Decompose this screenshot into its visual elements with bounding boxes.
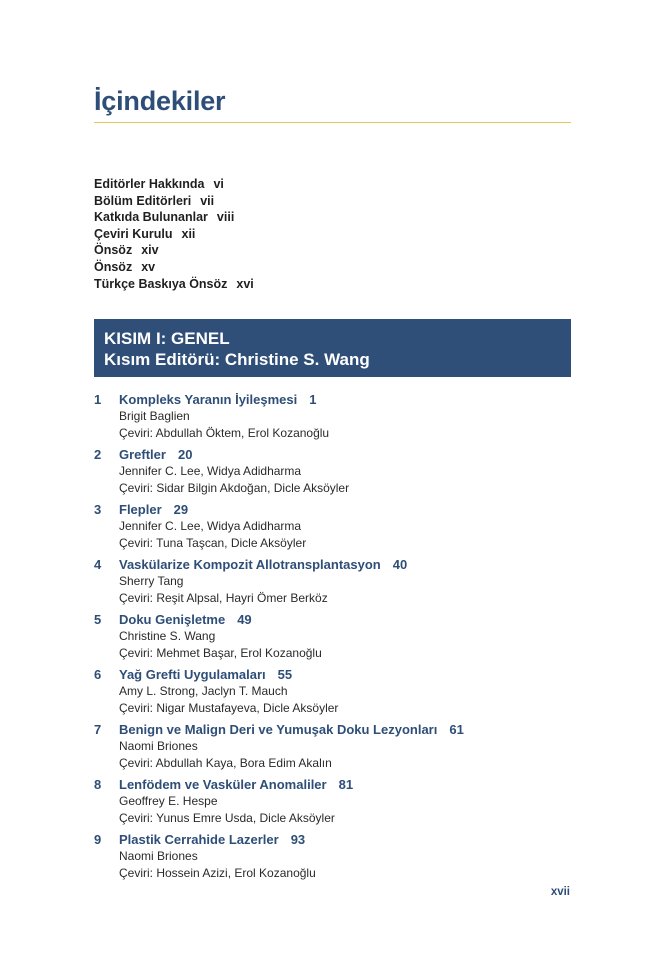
front-matter-item [94,226,254,243]
front-matter-item [94,259,254,276]
chapter-number: 8 [94,777,102,792]
chapter-page: 81 [338,777,354,792]
chapter-translators: Çeviri: Abdullah Öktem, Erol Kozanoğlu [119,426,330,440]
chapter-page: 20 [177,447,193,462]
front-matter-item [94,193,254,210]
chapter-authors: Naomi Briones [119,739,198,753]
part-editor: Kısım Editörü: Christine S. Wang [104,350,370,369]
chapter-number: 9 [94,832,102,847]
chapter-authors: Amy L. Strong, Jaclyn T. Mauch [119,684,288,698]
chapter-entry [94,721,574,776]
chapter-title: Lenfödem ve Vasküler Anomaliler [119,777,327,792]
front-matter-label: Önsöz [94,259,133,274]
page-title: İçindekiler [94,86,226,116]
chapter-number: 3 [94,502,102,517]
chapter-number: 7 [94,722,102,737]
chapter-authors: Sherry Tang [119,574,184,588]
title-divider [94,122,571,123]
part-banner [94,319,571,377]
chapter-translators: Çeviri: Hossein Azizi, Erol Kozanoğlu [119,866,316,880]
front-matter-page: vii [200,193,215,208]
chapter-authors: Jennifer C. Lee, Widya Adidharma [119,464,302,478]
front-matter-label: Editörler Hakkında [94,177,205,191]
chapter-translators: Çeviri: Nigar Mustafayeva, Dicle Aksöyler [119,701,339,715]
chapter-title-line [119,776,353,793]
chapter-title: Yağ Grefti Uygulamaları [119,667,266,682]
chapter-translators: Çeviri: Reşit Alpsal, Hayri Ömer Berköz [119,591,328,605]
chapter-entry [94,831,574,886]
chapter-title-line [119,721,464,738]
chapter-entry [94,391,574,446]
chapter-title-line [119,501,188,518]
page-number: xvii [550,886,570,898]
chapter-page: 61 [449,722,464,737]
chapter-title: Doku Genişletme [119,612,226,627]
chapter-translators: Çeviri: Sidar Bilgin Akdoğan, Dicle Aksöyler [119,481,350,495]
chapter-number: 4 [94,557,102,572]
front-matter-label: Katkıda Bulunanlar [94,210,208,225]
chapter-page: 55 [277,667,293,682]
chapter-number: 6 [94,667,102,682]
chapter-entry [94,666,574,721]
front-matter-item [94,176,254,193]
chapter-translators: Çeviri: Tuna Taşcan, Dicle Aksöyler [119,536,307,550]
chapter-entry [94,611,574,666]
chapter-authors: Brigit Baglien [119,409,190,423]
chapter-entry [94,446,574,501]
chapter-translators: Çeviri: Abdullah Kaya, Bora Edim Akalın [119,756,332,770]
chapter-title: Plastik Cerrahide Lazerler [119,832,279,847]
chapter-title: Flepler [119,502,162,517]
chapter-title-line [119,446,192,463]
front-matter-page: viii [216,210,235,225]
chapter-title-line [119,831,305,848]
part-title: KISIM I: GENEL [104,329,230,348]
front-matter-page: xiv [141,243,159,258]
front-matter-page: vi [213,177,224,191]
chapter-number: 1 [94,392,102,407]
chapter-authors: Christine S. Wang [119,629,216,643]
front-matter-page: xvi [236,276,254,291]
chapter-entry [94,556,574,611]
chapter-page: 40 [392,557,408,572]
chapter-page: 29 [173,502,189,517]
chapter-title: Kompleks Yaranın İyileşmesi [119,392,298,407]
front-matter-item [94,209,254,226]
chapter-number: 2 [94,447,102,462]
front-matter-label: Çeviri Kurulu [94,226,173,241]
chapter-authors: Jennifer C. Lee, Widya Adidharma [119,519,302,533]
chapter-page: 93 [290,832,306,847]
chapter-title-line [119,391,316,408]
chapter-page: 1 [309,392,317,407]
chapter-translators: Çeviri: Mehmet Başar, Erol Kozanoğlu [119,646,322,660]
front-matter-label: Bölüm Editörleri [94,193,192,208]
chapter-number: 5 [94,612,102,627]
chapter-title-line [119,666,292,683]
chapter-title-line [119,611,252,628]
front-matter-item [94,242,254,259]
chapter-title: Benign ve Malign Deri ve Yumuşak Doku Lezyonları [119,722,438,737]
chapter-list [94,391,574,886]
chapter-page: 49 [237,612,252,627]
front-matter-label: Önsöz [94,243,133,258]
front-matter-page: xv [141,259,156,274]
chapter-title: Vaskülarize Kompozit Allotransplantasyon [119,557,381,572]
chapter-authors: Geoffrey E. Hespe [119,794,218,808]
chapter-title: Greftler [119,447,166,462]
front-matter-item [94,276,254,293]
front-matter-label: Türkçe Baskıya Önsöz [94,276,228,291]
front-matter-page: xii [181,226,196,241]
chapter-entry [94,501,574,556]
chapter-entry [94,776,574,831]
front-matter-list [94,176,254,292]
chapter-title-line [119,556,407,573]
chapter-authors: Naomi Briones [119,849,198,863]
chapter-translators: Çeviri: Yunus Emre Usda, Dicle Aksöyler [119,811,335,825]
